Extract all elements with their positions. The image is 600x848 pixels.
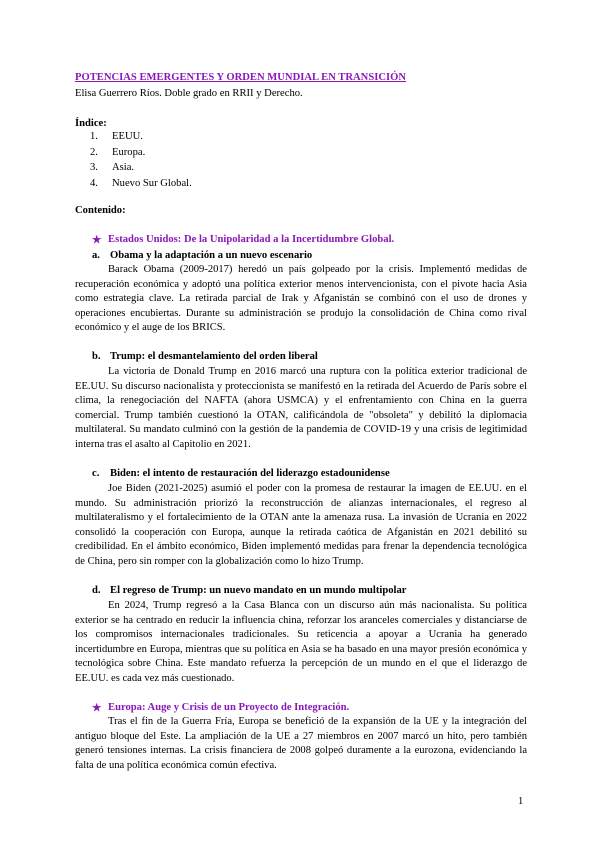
subsection-heading-trump [92, 351, 318, 362]
index-item-label: Nuevo Sur Global. [112, 177, 192, 189]
index-item-number: 4. [90, 177, 98, 189]
author-line: Elisa Guerrero Ríos. Doble grado en RRII y Derecho. [75, 88, 303, 99]
page-number: 1 [518, 796, 524, 807]
index-item-label: EEUU. [112, 131, 143, 142]
index-item-number: 1. [90, 131, 98, 142]
index-item [90, 162, 192, 178]
subsection-heading-trump-return [92, 585, 406, 596]
section-heading-europe [92, 702, 349, 714]
section-heading-usa [92, 234, 394, 246]
subsection-letter: a. [92, 250, 100, 261]
subsection-title: Obama y la adaptación a un nuevo escenario [110, 250, 313, 261]
subsection-heading-obama [92, 250, 312, 261]
index-item [90, 147, 192, 163]
index-heading: Índice: [75, 118, 107, 129]
subsection-title: Biden: el intento de restauración del liderazgo estadounidense [110, 468, 390, 479]
document-title: POTENCIAS EMERGENTES Y ORDEN MUNDIAL EN TRANSICIÓN [75, 72, 407, 83]
star-bullet-icon: ★ [92, 235, 102, 246]
section-title: Estados Unidos: De la Unipolaridad a la Incertidumbre Global. [108, 234, 395, 245]
content-heading: Contenido: [75, 205, 126, 216]
paragraph-obama: Barack Obama (2009-2017) heredó un país golpeado por la crisis. Implementó medidas de recuperación económica y adoptó una política exterior menos intervencionista, con el pivote hacia Asia como estrategia clave. La retirada parcial de Irak y Afganistán se combinó con el uso de drones y operaciones encubiertas. Durante su administración se produjo la consolidación de China como rival económico y el auge de los BRICS. [75, 264, 527, 334]
star-bullet-icon: ★ [92, 703, 102, 714]
subsection-title: Trump: el desmantelamiento del orden liberal [110, 351, 318, 362]
index-list [90, 131, 192, 193]
index-item [90, 131, 192, 147]
paragraph-europe: Tras el fin de la Guerra Fría, Europa se benefició de la expansión de la UE y la integración del antiguo bloque del Este. La ampliación de la UE a 27 miembros en 2007 marcó un hito, pero también generó tensiones internas. La crisis financiera de 2008 golpeó duramente a la eurozona, evidenciando la falta de una política económica común efectiva. [75, 716, 527, 771]
index-item-label: Asia. [112, 162, 135, 173]
paragraph-trump-return: En 2024, Trump regresó a la Casa Blanca con un discurso aún más nacionalista. Su política exterior se ha centrado en reducir la influencia china, reforzar los aranceles comerciales y distanciarse de los compromisos internacionales tradicionales. Su reticencia a apoyar a Ucrania ha generado incertidumbre en Europa, mientras que su política en Asia se ha basado en una mayor presión económica y tecnológica sobre China. Este mandato refuerza la percepción de un mundo en el que el liderazgo de EE.UU. es cada vez más cuestionado. [75, 600, 527, 684]
index-item [90, 178, 192, 194]
index-item-number: 2. [90, 146, 98, 158]
section-title: Europa: Auge y Crisis de un Proyecto de Integración. [108, 702, 350, 713]
subsection-letter: b. [92, 351, 101, 362]
subsection-letter: c. [92, 468, 100, 479]
subsection-title: El regreso de Trump: un nuevo mandato en un mundo multipolar [110, 585, 407, 596]
subsection-heading-biden [92, 468, 390, 479]
index-item-number: 3. [90, 162, 98, 173]
paragraph-trump: La victoria de Donald Trump en 2016 marcó una ruptura con la política exterior tradicional de EE.UU. Su discurso nacionalista y proteccionista se manifestó en la retirada del Acuerdo de París sobre el clima, la renegociación del NAFTA (ahora USMCA) y el enfrentamiento con China en la guerra comercial. Trump también cuestionó la OTAN, calificándola de "obsoleta" y debilitó la diplomacia multilateral. Su mandato culminó con la gestión de la pandemia de COVID-19 y una crisis de legitimidad interna tras el asalto al Capitolio en 2021. [75, 366, 527, 450]
subsection-letter: d. [92, 585, 101, 596]
index-item-label: Europa. [112, 146, 146, 158]
paragraph-biden: Joe Biden (2021-2025) asumió el poder con la promesa de restaurar la imagen de EE.UU. en el mundo. Su administración priorizó la reconstrucción de alianzas internacionales, el regreso al multilateralismo y el fortalecimiento de la OTAN ante la amenaza rusa. La invasión de Ucrania en 2022 consolidó la cooperación con Europa, aunque la retirada caótica de Afganistán en 2021 debilitó su credibilidad. En el ámbito económico, Biden implementó medidas para frenar la dependencia tecnológica de China, pero sin romper con la globalización como lo hizo Trump. [75, 483, 527, 567]
